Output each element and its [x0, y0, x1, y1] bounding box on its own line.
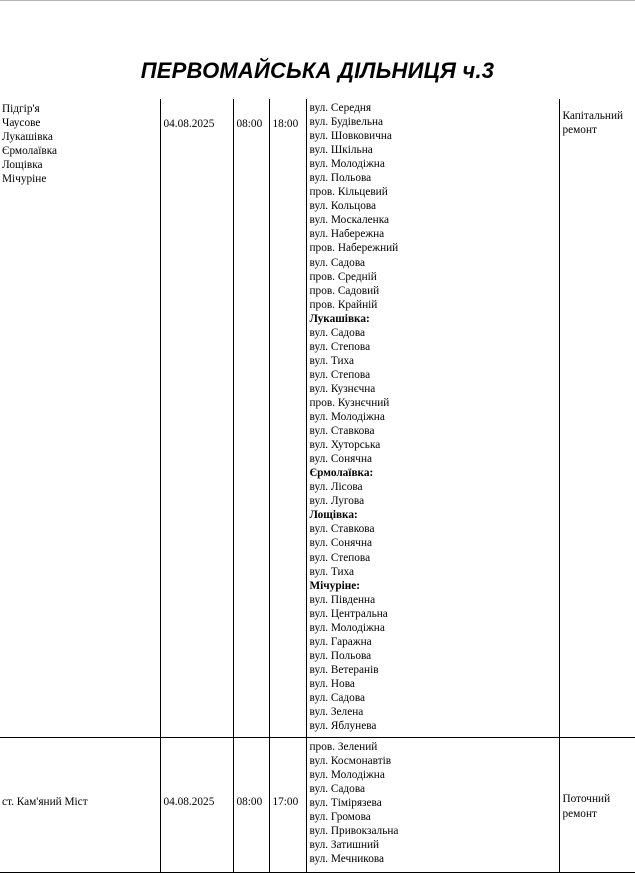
street-item: вул. Середня: [309, 102, 372, 114]
street-item: вул. Садова: [309, 256, 366, 269]
locality: Лукашівка: [2, 131, 53, 144]
street-item: вул. Космонавтів: [309, 754, 392, 767]
street-item: вул. Зелена: [309, 706, 364, 719]
start-time-cell: 08:00: [233, 99, 269, 737]
street-item: вул. Нова: [309, 677, 355, 690]
locality: Єрмолаївка: [2, 145, 58, 158]
street-item: вул. Степова: [309, 340, 371, 353]
street-item: вул. Південна: [309, 593, 376, 606]
street-item: вул. Яблунева: [309, 720, 377, 733]
end-time-cell: 18:00: [269, 99, 306, 737]
street-item: пров. Набережний: [309, 242, 399, 255]
start-time-cell: 08:00: [233, 737, 269, 872]
street-item: вул. Молодіжна: [309, 411, 385, 424]
street-item: вул. Москаленка: [309, 214, 390, 227]
street-item: вул. Молодіжна: [309, 768, 385, 781]
locality: ст. Кам'яний Міст: [2, 796, 88, 809]
work-type-cell: Поточний ремонт: [559, 737, 635, 872]
street-item: вул. Сонячна: [309, 453, 373, 466]
table-row: [0, 99, 635, 737]
street-item: вул. Садова: [309, 326, 366, 339]
locality-heading: Єрмолаївка:: [309, 467, 374, 480]
locality-heading: Лукашівка:: [309, 312, 370, 325]
locality-heading: Лощівка:: [309, 509, 358, 522]
street-item: вул. Степова: [309, 551, 371, 564]
localities-cell: [0, 737, 160, 872]
end-time-cell: 17:00: [269, 737, 306, 872]
streets-cell: [306, 737, 559, 872]
street-item: вул. Ставкова: [309, 425, 375, 438]
street-item: вул. Лісова: [309, 481, 363, 494]
localities-cell: [0, 99, 160, 737]
street-item: вул. Будівельна: [309, 116, 384, 129]
street-item: вул. Гаражна: [309, 635, 372, 648]
locality: Мічуріне: [2, 173, 47, 186]
page-title: ПЕРВОМАЙСЬКА ДІЛЬНИЦЯ ч.3: [140, 58, 495, 83]
street-item: вул. Польова: [309, 172, 372, 185]
street-item: вул. Набережна: [309, 228, 385, 241]
street-item: пров. Садовий: [309, 284, 380, 297]
street-item: вул. Молодіжна: [309, 621, 385, 634]
work-type-cell: Капітальний ремонт: [559, 99, 635, 737]
locality: Чаусове: [2, 117, 41, 130]
street-item: вул. Тиха: [309, 565, 355, 578]
outage-schedule-table: [0, 99, 635, 873]
date-cell: 04.08.2025: [160, 737, 233, 872]
street-item: вул. Шовковична: [309, 130, 392, 143]
locality: Підгір'я: [2, 103, 40, 115]
street-item: вул. Ветеранів: [309, 663, 379, 676]
street-item: вул. Кузнєчна: [309, 382, 376, 395]
street-item: вул. Кольцова: [309, 200, 377, 213]
street-item: вул. Привокзальна: [309, 824, 399, 837]
street-item: вул. Молодіжна: [309, 158, 385, 171]
street-item: вул. Хуторська: [309, 439, 381, 452]
street-item: пров. Кузнєчний: [309, 396, 390, 409]
street-item: пров. Крайній: [309, 298, 378, 311]
street-item: вул. Садова: [309, 782, 366, 795]
locality: Лощівка: [2, 159, 43, 172]
street-item: вул. Сонячна: [309, 537, 373, 550]
street-item: пров. Зелений: [309, 740, 378, 753]
table-row: [0, 737, 635, 872]
street-item: вул. Степова: [309, 368, 371, 381]
street-item: пров. Средній: [309, 270, 377, 283]
locality-heading: Мічуріне:: [309, 579, 361, 592]
street-item: вул. Тиха: [309, 354, 355, 367]
street-item: вул. Мечникова: [309, 852, 385, 865]
street-item: вул. Тімірязева: [309, 796, 382, 809]
street-item: вул. Ставкова: [309, 523, 375, 536]
top-rule: [0, 0, 635, 1]
street-item: вул. Шкільна: [309, 144, 373, 157]
street-item: вул. Польова: [309, 649, 372, 662]
streets-cell: [306, 99, 559, 737]
street-item: вул. Центральна: [309, 607, 388, 620]
street-item: вул. Громова: [309, 810, 371, 823]
date-cell: 04.08.2025: [160, 99, 233, 737]
street-item: вул. Лугова: [309, 495, 365, 508]
street-item: пров. Кільцевий: [309, 186, 388, 199]
street-item: вул. Садова: [309, 691, 366, 704]
street-item: вул. Затишний: [309, 838, 380, 851]
